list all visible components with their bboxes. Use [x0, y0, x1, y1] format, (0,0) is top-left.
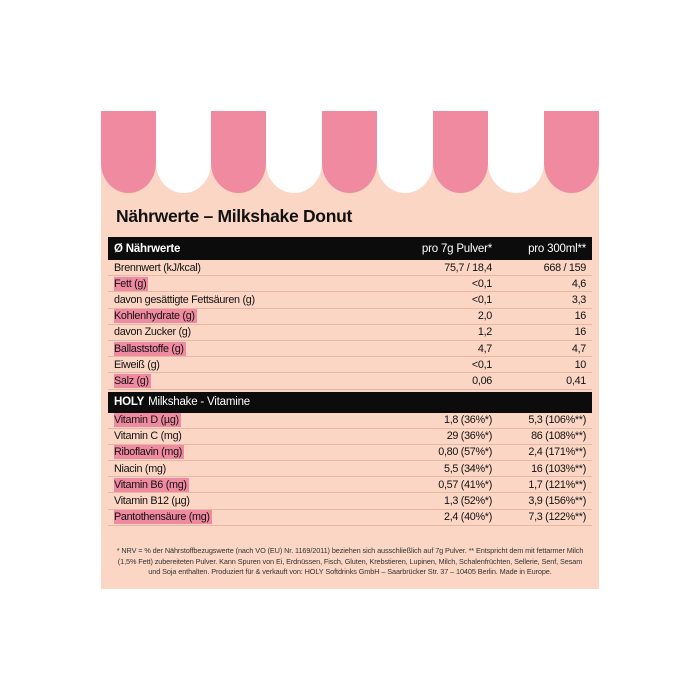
footnote: * NRV = % der Nährstoffbezugswerte (nach VO (EU) Nr. 1169/2011) beziehen sich ausschließlich auf 7g Pulver. ** Entspricht dem mit fettarmer Milch (1,5% Fett) zubereiteten Pulver. Kann Spuren von Ei, Erdnüssen, Fisch, Gluten, Krebstieren, Lupinen, Milch, Schalenfrüchten, Sellerie, Senf, Sesam und Soja enthalten. Produziert für & verkauft von: HOLY Softdrinks GmbH – Saarbrücker Str. 37 – 10405 Berlin. Made in Europe.: [116, 546, 584, 576]
row-value-per-300ml: 3,9 (156%**): [528, 495, 586, 508]
nutrition-card: [101, 111, 599, 589]
table-row: [108, 309, 592, 325]
row-value-per-300ml: 10: [574, 358, 586, 371]
row-label: Vitamin C (mg): [114, 430, 182, 443]
row-value-per-300ml: 3,3: [571, 293, 586, 306]
row-value-per-300ml: 7,3 (122%**): [528, 511, 586, 524]
row-value-per-7g: 2,0: [477, 310, 492, 323]
table-row: [108, 292, 592, 308]
row-value-per-7g: <0,1: [471, 358, 492, 371]
row-label: Vitamin B6 (mg): [114, 478, 187, 491]
row-label-cell: [108, 294, 312, 306]
row-label: Vitamin D (µg): [114, 414, 179, 427]
table-row: [108, 445, 592, 461]
row-value-per-7g: 0,57 (41%*): [438, 478, 492, 491]
row-value-per-300ml: 5,3 (106%**): [528, 414, 586, 427]
row-label-cell: [108, 445, 312, 459]
nutrition-table: [108, 237, 592, 526]
row-value-per-300ml: 4,7: [571, 342, 586, 355]
row-label-cell: [108, 495, 312, 507]
row-label: Eiweiß (g): [114, 358, 160, 371]
table-row: [108, 493, 592, 509]
row-value-per-7g: 1,3 (52%*): [443, 495, 492, 508]
row-value-per-7g: <0,1: [471, 293, 492, 306]
nutrition-rows: [108, 260, 592, 390]
brand-label: HOLY: [114, 396, 145, 408]
row-value-per-7g: 4,7: [477, 342, 492, 355]
row-value-per-7g: 0,06: [472, 374, 492, 387]
row-label-cell: [108, 262, 312, 274]
row-label-cell: [108, 342, 312, 356]
table-row: [108, 325, 592, 341]
row-value-per-300ml: 86 (108%**): [531, 430, 586, 443]
row-value-per-300ml: 1,7 (121%**): [528, 478, 586, 491]
row-value-per-7g: 2,4 (40%*): [443, 511, 492, 524]
nutrition-header-col1: pro 7g Pulver*: [421, 242, 492, 255]
row-label: Fett (g): [114, 277, 147, 290]
table-row: [108, 429, 592, 445]
row-value-per-300ml: 0,41: [566, 374, 586, 387]
nutrition-header-label: Ø Nährwerte: [114, 242, 181, 255]
row-label-cell: [108, 359, 312, 371]
row-value-per-300ml: 2,4 (171%**): [528, 446, 586, 459]
row-value-per-7g: 29 (36%*): [446, 430, 492, 443]
row-label-cell: [108, 309, 312, 323]
row-label: Salz (g): [114, 374, 149, 387]
row-label-cell: [108, 374, 312, 388]
row-value-per-7g: 0,80 (57%*): [438, 446, 492, 459]
awning-decoration: [101, 111, 599, 196]
row-value-per-7g: 1,2: [477, 326, 492, 339]
vitamins-header: [108, 392, 592, 413]
vitamins-header-label: Milkshake - Vitamine: [148, 396, 250, 408]
row-value-per-7g: <0,1: [471, 277, 492, 290]
row-value-per-7g: 75,7 / 18,4: [444, 261, 492, 274]
row-label-cell: [108, 463, 312, 475]
row-label-cell: [108, 277, 312, 291]
row-value-per-300ml: 16: [574, 310, 586, 323]
table-row: [108, 341, 592, 357]
row-label-cell: [108, 430, 312, 442]
table-row: [108, 373, 592, 389]
row-label: davon Zucker (g): [114, 326, 191, 339]
row-label: Brennwert (kJ/kcal): [114, 261, 201, 274]
row-value-per-300ml: 668 / 159: [543, 261, 586, 274]
vitamin-rows: [108, 413, 592, 526]
row-value-per-7g: 1,8 (36%*): [443, 414, 492, 427]
row-label: Ballaststoffe (g): [114, 342, 184, 355]
table-row: [108, 477, 592, 493]
table-row: [108, 413, 592, 429]
row-label-cell: [108, 478, 312, 492]
page-title: Nährwerte – Milkshake Donut: [116, 206, 352, 226]
row-label: Vitamin B12 (µg): [114, 495, 190, 508]
row-label: Riboflavin (mg): [114, 446, 183, 459]
row-value-per-300ml: 16 (103%**): [531, 462, 586, 475]
table-row: [108, 510, 592, 526]
row-label-cell: [108, 326, 312, 338]
table-row: [108, 461, 592, 477]
row-value-per-300ml: 16: [574, 326, 586, 339]
nutrition-header: [108, 237, 592, 260]
table-row: [108, 260, 592, 276]
row-label: davon gesättigte Fettsäuren (g): [114, 293, 255, 306]
row-value-per-300ml: 4,6: [571, 277, 586, 290]
row-label-cell: [108, 510, 312, 524]
row-label: Niacin (mg): [114, 462, 166, 475]
table-row: [108, 276, 592, 292]
row-label: Kohlenhydrate (g): [114, 310, 195, 323]
nutrition-header-col2: pro 300ml**: [528, 242, 586, 255]
row-label-cell: [108, 413, 312, 427]
row-label: Pantothensäure (mg): [114, 511, 210, 524]
table-row: [108, 357, 592, 373]
row-value-per-7g: 5,5 (34%*): [443, 462, 492, 475]
